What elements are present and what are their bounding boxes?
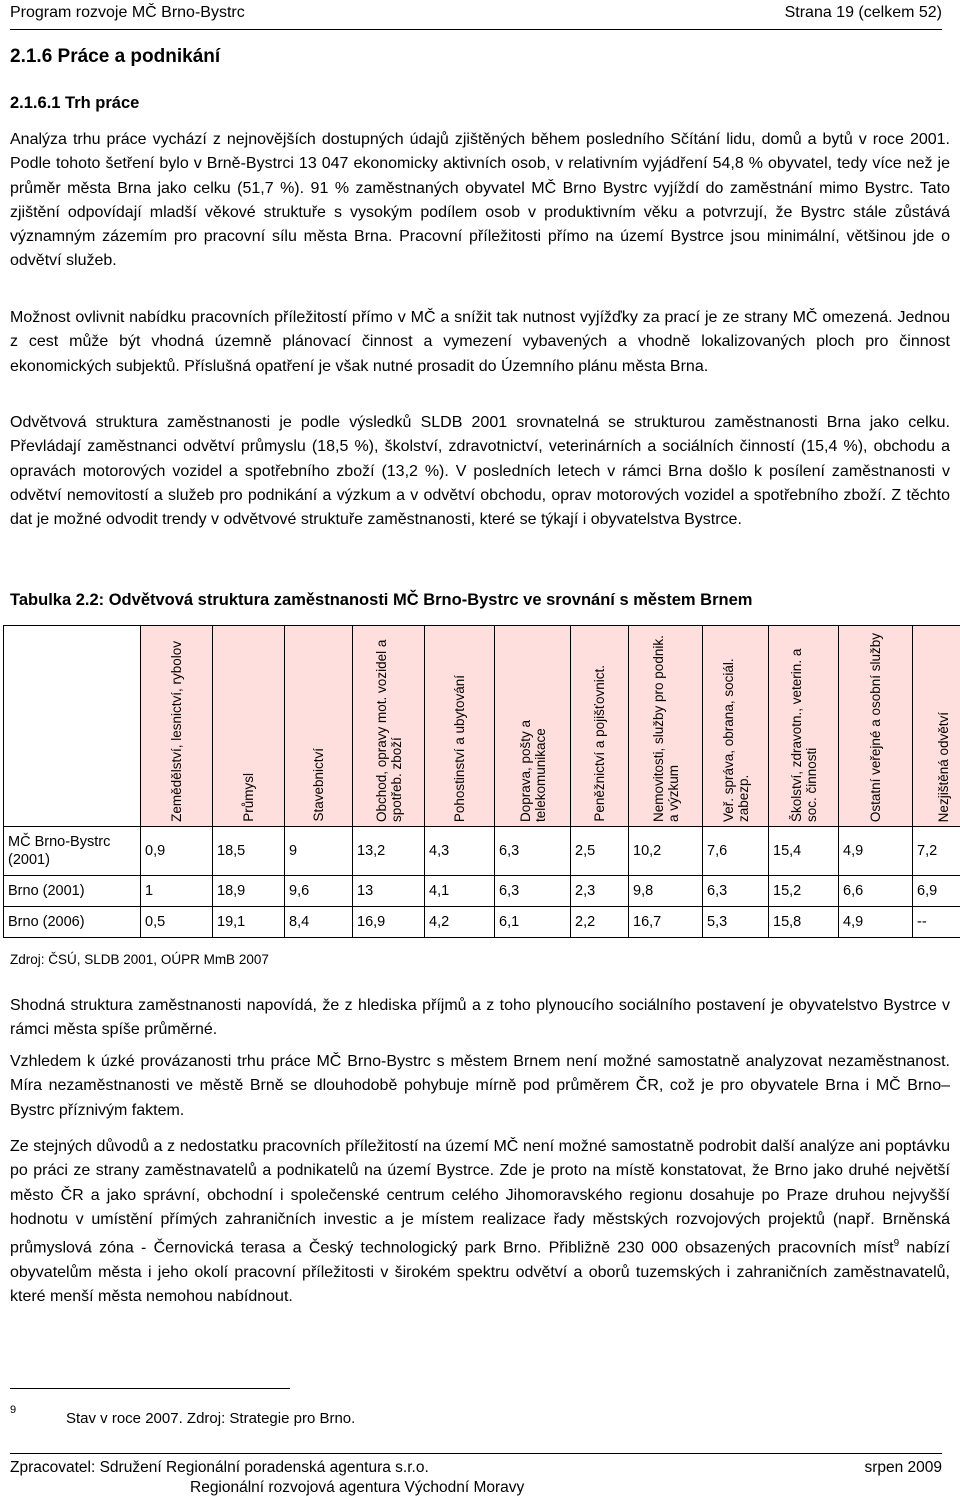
table-cell: 16,7 [629,907,703,938]
column-header [571,626,629,827]
table-cell: 4,2 [425,907,495,938]
table-cell: 13 [353,876,425,907]
column-header-label: Nezjištěná odvětví [935,711,951,822]
row-label: Brno (2006) [4,907,141,938]
table-cell: 4,3 [425,827,495,876]
paragraph-6-part-2: nabízí obyvatelům města i jeho okolí pracovní příležitosti v širokém spektru odvětví a oborů tuzemských i zahraničních zaměstnavatelů, které menší města nemohou nabídnout. [10,1239,951,1306]
table-cell: 6,6 [839,876,913,907]
table-cell: 19,1 [213,907,285,938]
table-cell: 4,9 [839,907,913,938]
column-header-label: Průmysl [241,773,256,822]
table-row [4,827,960,876]
table-corner-cell [4,626,141,827]
table-cell: 4,9 [839,827,913,876]
paragraph-3: Odvětvová struktura zaměstnanosti je podle výsledků SLDB 2001 srovnatelná se strukturou zaměstnanosti Brna jako celku. Převládají zaměstnanci odvětví průmyslu (18,5 %), školství, zdravotnictví, veterinárních a sociálních činností (15,4 %), obchodu a opravách motorových vozidel a spotřebního zboží (13,2 %). V posledních letech v rámci Brna došlo k posílení zaměstnanosti v odvětví nemovitostí a služeb pro podnikání a výzkum a v odvětví obchodu, oprav motorových vozidel a spotřebního zboží. Z těchto dat je možné odvodit trendy v odvětvové struktuře zaměstnanosti, které se týkají i obyvatelstva Bystrce. [10,414,950,529]
footnote-divider [10,1388,290,1389]
column-header [769,626,839,827]
column-header-label: Peněžnictví a pojišťovnict. [592,665,607,822]
header-page-number: Strana 19 (celkem 52) [784,4,942,21]
employment-structure-table [3,625,960,938]
column-header-label: Obchod, opravy mot. vozidel a spotřeb. zboží [373,639,404,822]
column-header-label: Zemědělství, lesnictví, rybolov [169,641,184,822]
table-cell: 10,2 [629,827,703,876]
table-cell: 4,1 [425,876,495,907]
table-row [4,876,960,907]
table-cell: 5,3 [703,907,769,938]
column-header [353,626,425,827]
table-header-row [4,626,960,827]
footnote-number: 9 [10,1404,17,1416]
table-cell: 6,3 [495,827,571,876]
table-cell: 15,2 [769,876,839,907]
column-header [425,626,495,827]
column-header-label: Doprava, pošty a telekomunikace [517,719,548,822]
table-cell: -- [913,907,960,938]
column-header-label: Školství, zdravotn., veterin. a soc. činnosti [788,648,819,822]
paragraph-2: Možnost ovlivnit nabídku pracovních příležitostí přímo v MČ a snížit tak nutnost vyjížďky za prací je ze strany MČ omezená. Jednou z cest může být vhodná územně plánovací činnost a vymezení vybavených a vhodně lokalizovaných ploch pro činnost ekonomických subjektů. Příslušná opatření je však nutné prosadit do Územního plánu města Brna. [10,309,950,375]
table-cell: 15,4 [769,827,839,876]
table-cell: 6,9 [913,876,960,907]
table-cell: 18,9 [213,876,285,907]
table-cell: 1 [141,876,213,907]
paragraph-6-part-1: Ze stejných důvodů a z nedostatku pracovních příležitostí na území MČ není možné samostatně podrobit další analýze ani poptávku po práci ze strany zaměstnavatelů a podnikatelů na území Bystrce. Zde je proto na místě konstatovat, že Brno jako druhé největší město ČR a jako správní, obchodní i společenské centrum celého Jihomoravského regionu dosahuje po Praze druhou nejvyšší hodnotu v umístění přímých zahraničních investic a je místem realizace řady městských rozvojových projektů (např. Brněnská průmyslová zóna - Černovická terasa a Český technologický park Brno. Přibližně 230 000 obsazených pracovních míst [10,1138,950,1257]
row-label: Brno (2001) [4,876,141,907]
column-header [495,626,571,827]
table-cell: 2,2 [571,907,629,938]
footnote-reference: 9 [893,1238,900,1250]
column-header-label: Stavebnictví [311,748,326,822]
table-row [4,907,960,938]
paragraph-1: Analýza trhu práce vychází z nejnovějších dostupných údajů zjištěných během posledního Sčítání lidu, domů a bytů v roce 2001. Podle tohoto šetření bylo v Brně-Bystrci 13 047 ekonomicky aktivních osob, v relativním vyjádření 54,8 % obyvatel, tedy více než je průměr města Brna jako celku (51,7 %). 91 % zaměstnaných obyvatel MČ Brno Bystrc vyjíždí do zaměstnání mimo Bystrc. Tato zjištění odpovídají mladší věkové struktuře s vysokým podílem osob v produktivním věku a potvrzují, že Bystrc stále zůstává významným zázemím pro pracovní sílu města Brna. Pracovní příležitosti přímo na území Bystrce jsou minimální, většinou jde o odvětví služeb. [10,131,950,270]
header-title: Program rozvoje MČ Brno-Bystrc [10,4,245,21]
row-label: MČ Brno-Bystrc (2001) [4,827,141,876]
table-source: Zdroj: ČSÚ, SLDB 2001, OÚPR MmB 2007 [10,952,269,967]
table-cell: 9,8 [629,876,703,907]
column-header-label: Veř. správa, obrana, sociál. zabezp. [720,658,751,822]
footer-author: Zpracovatel: Sdružení Regionální poradenská agentura s.r.o. [10,1459,429,1476]
page-header [10,3,942,30]
table-caption: Tabulka 2.2: Odvětvová struktura zaměstnanosti MČ Brno-Bystrc ve srovnání s městem Brnem [10,591,753,609]
table-cell: 18,5 [213,827,285,876]
table-cell: 0,5 [141,907,213,938]
table-cell: 2,5 [571,827,629,876]
footnote-text: Stav v roce 2007. Zdroj: Strategie pro Brno. [66,1410,356,1427]
page-footer [10,1453,942,1498]
column-header [629,626,703,827]
column-header [913,626,960,827]
table-cell: 2,3 [571,876,629,907]
column-header-label: Ostatní veřejné a osobní služby [868,632,883,822]
section-title: 2.1.6 Práce a podnikání [10,46,221,67]
footer-date: srpen 2009 [864,1459,942,1476]
table-cell: 16,9 [353,907,425,938]
footer-agency: Regionální rozvojová agentura Východní Moravy [190,1479,525,1496]
table-cell: 6,3 [703,876,769,907]
column-header-label: Pohostinství a ubytování [452,674,467,822]
paragraph-6 [10,1135,950,1309]
table-cell: 8,4 [285,907,353,938]
column-header-label: Nemovitosti, služby pro podnik. a výzkum [650,635,681,822]
paragraph-4: Shodná struktura zaměstnanosti napovídá, že z hlediska příjmů a z toho plynoucího sociálního postavení je obyvatelstvo Bystrce v rámci města spíše průměrné. [10,997,950,1039]
table-cell: 7,2 [913,827,960,876]
paragraph-5: Vzhledem k úzké provázanosti trhu práce MČ Brno-Bystrc s městem Brnem není možné samostatně analyzovat nezaměstnanost. Míra nezaměstnanosti ve městě Brně se dlouhodobě pohybuje mírně pod průměrem ČR, což je pro obyvatele Brna i MČ Brno–Bystrc příznivým faktem. [10,1053,950,1119]
table-cell: 9 [285,827,353,876]
column-header [703,626,769,827]
table-cell: 9,6 [285,876,353,907]
table-cell: 6,3 [495,876,571,907]
column-header [285,626,353,827]
table-cell: 13,2 [353,827,425,876]
table-cell: 15,8 [769,907,839,938]
table-cell: 6,1 [495,907,571,938]
table-cell: 7,6 [703,827,769,876]
column-header [213,626,285,827]
column-header [839,626,913,827]
table-cell: 0,9 [141,827,213,876]
column-header [141,626,213,827]
subsection-title: 2.1.6.1 Trh práce [10,94,140,112]
